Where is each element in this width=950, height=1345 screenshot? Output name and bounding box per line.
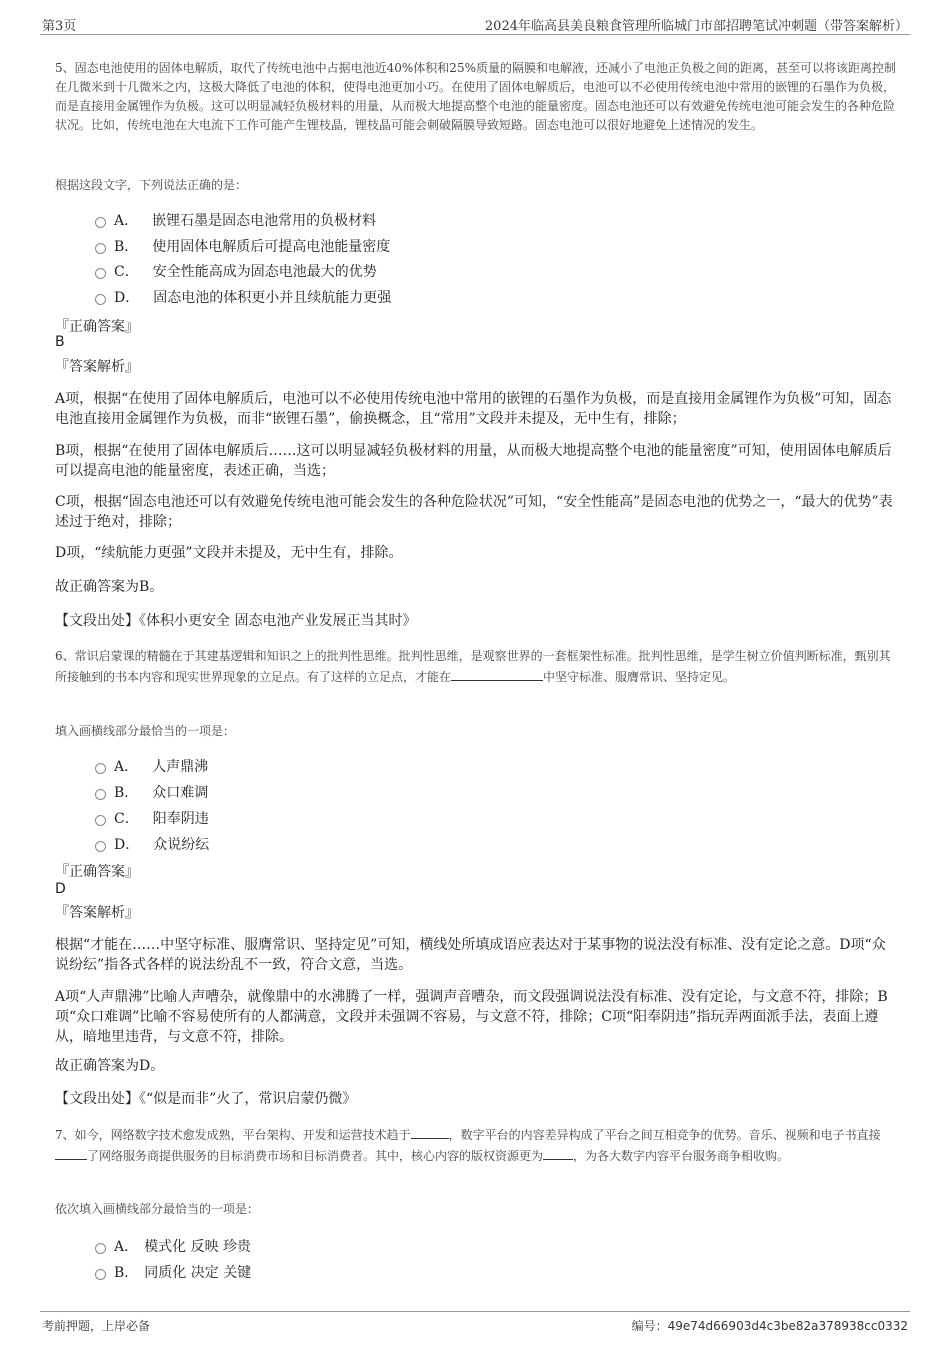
question-7-stem: 7、如今，网络数字技术愈发成熟，平台架构、开发和运营技术趋于 ，数字平台的内容差异构成了平台之间互相竞争的优势。音乐、视频和电子书直接了网络服务商提供服务的目标消费市场和目标消费者。其中，核心内容的版权资源更为 ，为各大数字内容平台服务商争相收购。 <box>55 1124 897 1166</box>
question-6-option-d[interactable]: D． 众说纷纭 <box>95 834 209 854</box>
analysis-paragraph: 根据“才能在……中坚守标准、服膺常识、坚持定见”可知，横线处所填成语应表达对于某事物的说法没有标准、没有定论之意。D项“众说纷纭”指各式各样的说法纷乱不一致，符合文意，当选。 <box>55 937 886 973</box>
fill-blank <box>543 1145 573 1160</box>
radio-icon[interactable] <box>95 841 106 852</box>
radio-icon[interactable] <box>95 1269 106 1280</box>
analysis-label: 『答案解析』 <box>55 359 139 375</box>
question-5-option-a[interactable]: A． 嵌锂石墨是固态电池常用的负极材料 <box>95 210 376 230</box>
fill-blank <box>451 666 543 681</box>
page-number: 第3页 <box>42 19 77 34</box>
radio-icon[interactable] <box>95 217 106 228</box>
source-citation: 【文段出处】《“似是而非”火了，常识启蒙仍微》 <box>55 1091 357 1107</box>
radio-icon[interactable] <box>95 268 106 279</box>
radio-icon[interactable] <box>95 1243 106 1254</box>
source-citation: 【文段出处】《体积小更安全 固态电池产业发展正当其时》 <box>55 613 417 629</box>
correct-answer-value: D <box>55 881 66 897</box>
question-7-option-b[interactable]: B． 同质化 决定 关键 <box>95 1262 251 1282</box>
fill-blank <box>411 1124 449 1139</box>
analysis-paragraph: D项，“续航能力更强”文段并未提及，无中生有，排除。 <box>55 545 403 561</box>
analysis-paragraph: C项，根据“固态电池还可以有效避免传统电池可能会发生的各种危险状况”可知，“安全性能高”是固态电池的优势之一，“最大的优势”表述过于绝对，排除； <box>55 494 893 530</box>
question-6-option-c[interactable]: C． 阳奉阴违 <box>95 808 209 828</box>
question-5-option-d[interactable]: D． 固态电池的体积更小并且续航能力更强 <box>95 287 391 307</box>
page-footer <box>40 1311 910 1338</box>
footer-slogan: 考前押题，上岸必备 <box>42 1319 151 1333</box>
radio-icon[interactable] <box>95 243 106 254</box>
correct-answer-label: 『正确答案』 <box>55 864 139 880</box>
question-5-option-c[interactable]: C． 安全性能高成为固态电池最大的优势 <box>95 261 377 281</box>
analysis-label: 『答案解析』 <box>55 905 139 921</box>
question-7-option-a[interactable]: A． 模式化 反映 珍贵 <box>95 1236 251 1256</box>
correct-answer-value: B <box>55 334 65 350</box>
question-7-prompt: 依次填入画横线部分最恰当的一项是： <box>55 1202 260 1216</box>
radio-icon[interactable] <box>95 294 106 305</box>
question-6-option-b[interactable]: B． 众口难调 <box>95 782 208 802</box>
page-header <box>40 12 910 35</box>
analysis-paragraph: A项“人声鼎沸”比喻人声嘈杂，就像鼎中的水沸腾了一样，强调声音嘈杂，而文段强调说法没有标准、没有定论，与文意不符，排除；B项“众口难调”比喻不容易使所有的人都满意，文段并未强调不容易，与文意不符，排除；C项“阳奉阴违”指玩弄两面派手法，表面上遵从，暗地里违背，与文意不符，排除。 <box>55 989 888 1045</box>
radio-icon[interactable] <box>95 789 106 800</box>
radio-icon[interactable] <box>95 763 106 774</box>
radio-icon[interactable] <box>95 815 106 826</box>
correct-answer-label: 『正确答案』 <box>55 319 139 335</box>
question-6-prompt: 填入画横线部分最恰当的一项是： <box>55 724 236 738</box>
fill-blank <box>55 1145 87 1160</box>
question-5-prompt: 根据这段文字，下列说法正确的是： <box>55 178 248 192</box>
question-5-option-b[interactable]: B． 使用固体电解质后可提高电池能量密度 <box>95 236 390 256</box>
question-5-stem: 5、固态电池使用的固体电解质，取代了传统电池中占据电池近40%体积和25%质量的隔膜和电解液，还减小了电池正负极之间的距离，甚至可以将该距离控制在几微米到十几微米之内，这极大降低了电池的体积，使得电池更加小巧。在使用了固体电解质后，电池可以不必使用传统电池中常用的嵌锂的石墨作为负极，而是直接用金属锂作为负极。这可以明显减轻负极材料的用量，从而极大地提高整个电池的能量密度。固态电池还可以有效避免传统电池可能会发生的各种危险状况。比如，传统电池在大电流下工作可能产生锂枝晶，锂枝晶可能会刺破隔膜导致短路。固态电池可以很好地避免上述情况的发生。 <box>55 61 896 132</box>
analysis-paragraph: B项，根据“在使用了固体电解质后……这可以明显减轻负极材料的用量，从而极大地提高整个电池的能量密度”可知，使用固体电解质后可以提高电池的能量密度，表述正确，当选； <box>55 443 892 479</box>
analysis-conclusion: 故正确答案为B。 <box>55 579 164 595</box>
question-6-option-a[interactable]: A． 人声鼎沸 <box>95 756 208 776</box>
analysis-conclusion: 故正确答案为D。 <box>55 1058 165 1074</box>
document-title: 2024年临高县美良粮食管理所临城门市部招聘笔试冲刺题（带答案解析） <box>484 19 908 34</box>
question-6-stem: 6、常识启蒙课的精髓在于其建基逻辑和知识之上的批判性思维。批判性思维，是观察世界的一套框架性标准。批判性思维，是学生树立价值判断标准，甄别其所接触到的书本内容和现实世界现象的立足点。有了这样的立足点，才能在 中坚守标准、服膺常识、坚持定见。 <box>55 649 891 684</box>
document-id: 编号：49e74d66903d4c3be82a378938cc0332 <box>631 1319 908 1333</box>
analysis-paragraph: A项，根据“在使用了固体电解质后，电池可以不必使用传统电池中常用的嵌锂的石墨作为负极，而是直接用金属锂作为负极”可知，固态电池直接用金属锂作为负极，而非“嵌锂石墨”，偷换概念，且“常用”文段并未提及，无中生有，排除； <box>55 391 892 427</box>
